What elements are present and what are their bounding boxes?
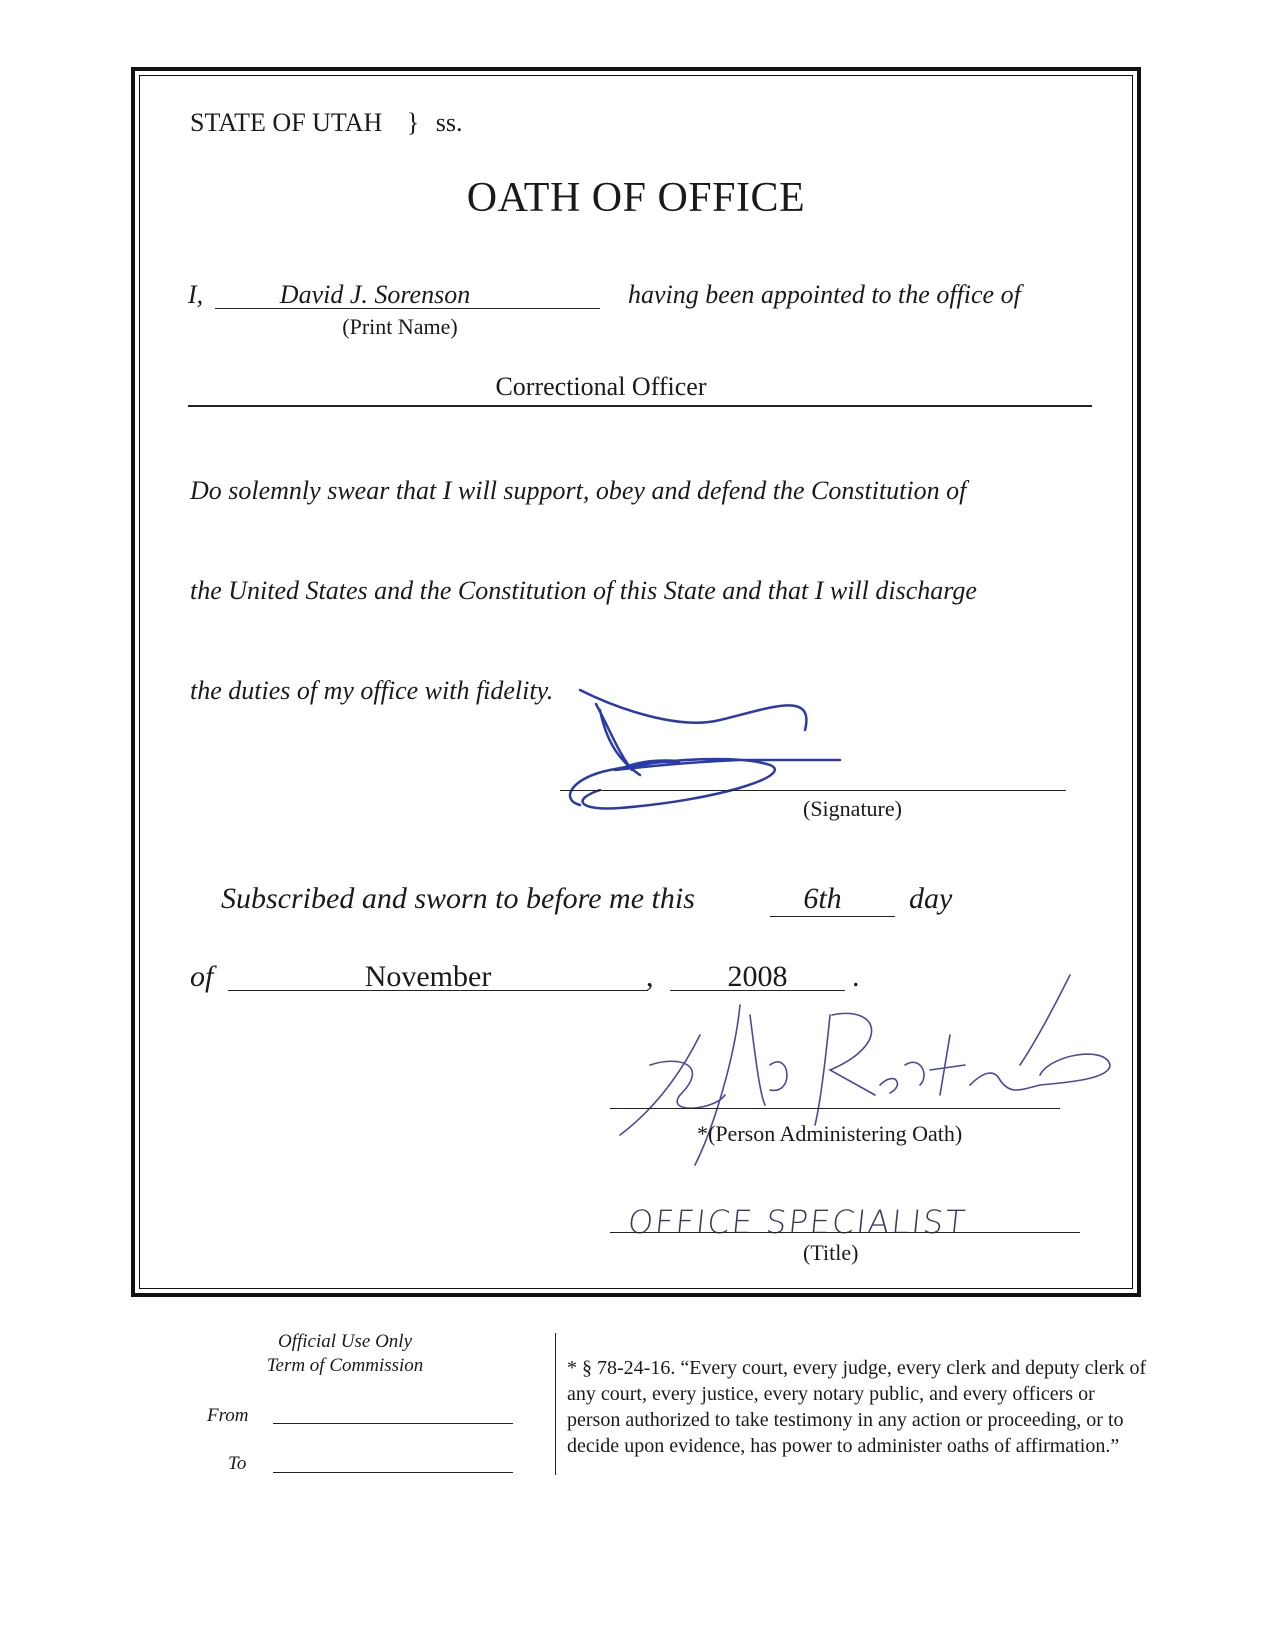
year-value: 2008 [727,960,788,993]
state-line [190,108,463,138]
oath-line-2: the United States and the Constitution of this State and that I will discharge [190,576,977,605]
administrator-title-value: OFFICE SPECIALIST [626,1203,969,1241]
office-underline [188,405,1092,407]
from-label: From [207,1405,249,1426]
from-field[interactable] [273,1423,513,1424]
day-underline [770,916,895,917]
print-name-value: David J. Sorenson [279,280,471,309]
ss-label: ss. [435,108,463,137]
i-prefix: I, [188,280,204,309]
title-underline [610,1232,1080,1233]
to-label: To [228,1453,247,1474]
page-title: OATH OF OFFICE [466,175,806,221]
term-of-commission-heading: Term of Commission [266,1355,424,1376]
day-word: day [909,882,953,915]
state-label: STATE OF UTAH [190,108,383,137]
appointed-text: having been appointed to the office of [628,280,1021,309]
to-field[interactable] [273,1472,513,1473]
statute-footnote: * § 78-24-16. “Every court, every judge, every clerk and deputy clerk of any court, every justice, every notary public, and every officers or person authorized to take testimony in any action or proceeding, or to decide upon evidence, has power to administer oaths of affirmation.” [567,1357,1147,1457]
administrator-underline [610,1108,1060,1109]
comma: , [646,960,654,993]
of-word: of [190,960,214,993]
day-value: 6th [803,882,842,915]
period: . [852,960,860,993]
brace-symbol: } [406,108,420,137]
month-value: November [364,960,492,993]
subscribed-text: Subscribed and sworn to before me this [221,882,695,915]
official-use-heading: Official Use Only [277,1331,413,1352]
footer-divider [555,1333,556,1475]
signature-caption: (Signature) [803,796,902,821]
office-value: Correctional Officer [495,372,707,401]
print-name-caption: (Print Name) [342,314,458,339]
oath-line-3: the duties of my office with fidelity. [190,676,554,705]
title-caption: (Title) [803,1240,859,1265]
oath-line-1: Do solemnly swear that I will support, obey and defend the Constitution of [190,476,967,505]
signature-underline [560,790,1066,791]
administrator-caption: *(Person Administering Oath) [697,1121,963,1146]
